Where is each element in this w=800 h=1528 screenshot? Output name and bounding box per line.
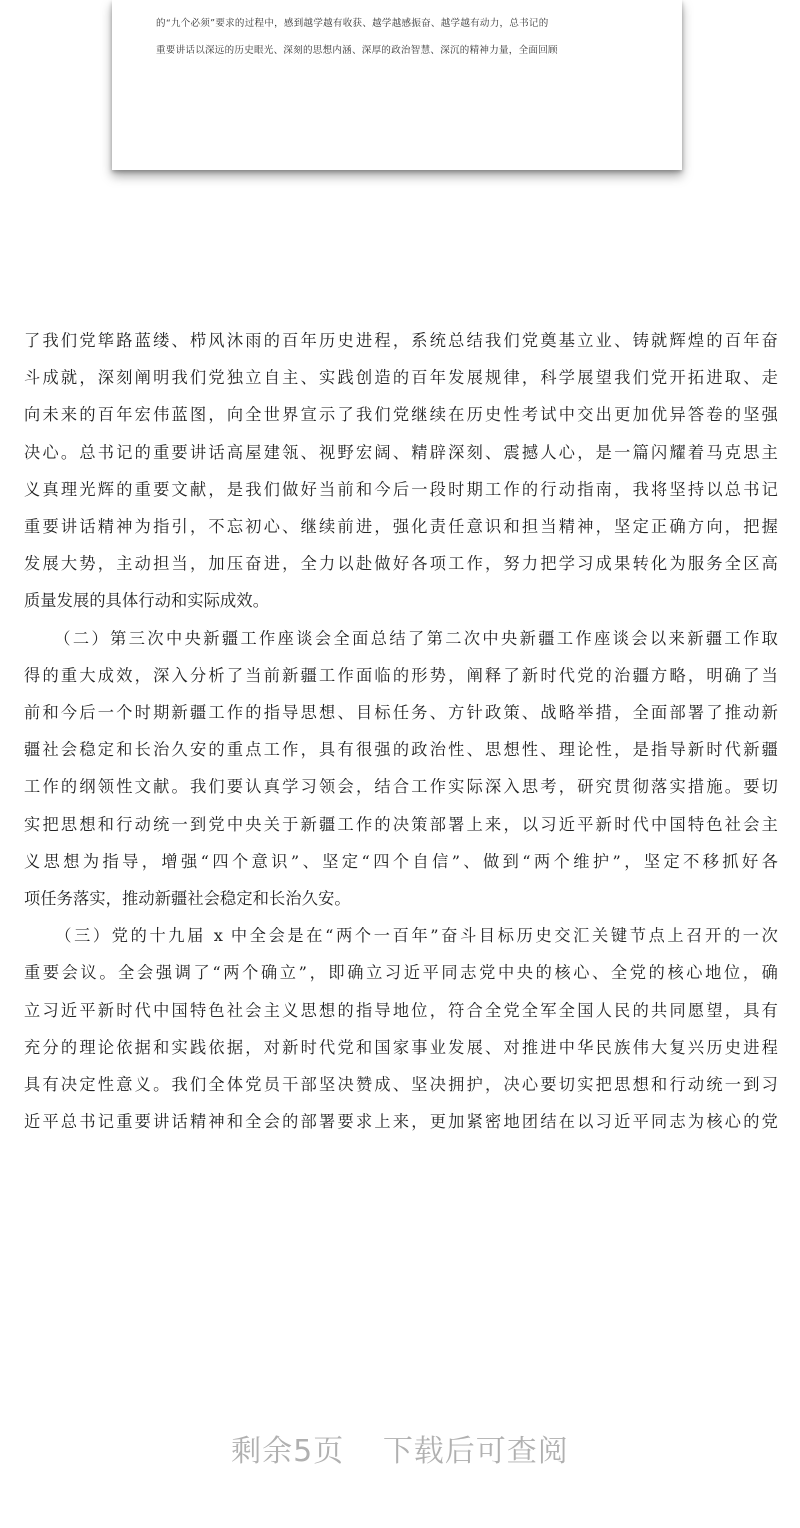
text-line: 疆社会稳定和长治久安的重点工作，具有很强的政治性、思想性、理论性，是指导新时代新疆 xyxy=(24,740,778,760)
text-line: 义思想为指导，增强“四个意识”、坚定“四个自信”、做到“两个维护”，坚定不移抓好各 xyxy=(24,851,778,871)
text-line: （三）党的十九届 x 中全会是在“两个一百年”奋斗目标历史交汇关键节点上召开的一次 xyxy=(24,926,778,946)
download-hint-label: 下载后可查阅 xyxy=(382,1434,569,1469)
text-line: 立习近平新时代中国特色社会主义思想的指导地位，符合全党全军全国人民的共同愿望，具有 xyxy=(24,1000,778,1020)
text-line: 具有决定性意义。我们全体党员干部坚决赞成、坚决拥护，决心要切实把思想和行动统一到习 xyxy=(24,1075,778,1095)
preview-page-card xyxy=(112,0,682,170)
text-line: （二）第三次中央新疆工作座谈会全面总结了第二次中央新疆工作座谈会以来新疆工作取 xyxy=(24,628,778,648)
text-line: 实把思想和行动统一到党中央关于新疆工作的决策部署上来，以习近平新时代中国特色社会主 xyxy=(24,814,778,834)
text-line: 工作的纲领性文献。我们要认真学习领会，结合工作实际深入思考，研究贯彻落实措施。要切 xyxy=(24,777,778,797)
text-line: 义真理光辉的重要文献，是我们做好当前和今后一段时期工作的行动指南，我将坚持以总书记 xyxy=(24,479,778,499)
paragraph-1 xyxy=(24,322,778,620)
text-line: 充分的理论依据和实践依据，对新时代党和国家事业发展、对推进中华民族伟大复兴历史进程 xyxy=(24,1037,778,1057)
preview-line: 重要讲话以深远的历史眼光、深刻的思想内涵、深厚的政治智慧、深沉的精神力量，全面回顾 xyxy=(156,45,558,56)
text-line: 项任务落实，推动新疆社会稳定和长治久安。 xyxy=(24,889,351,909)
paragraph-2 xyxy=(24,620,778,918)
text-line: 重要讲话精神为指引，不忘初心、继续前进，强化责任意识和担当精神，坚定正确方向，把握 xyxy=(24,517,778,537)
text-line: 前和今后一个时期新疆工作的指导思想、目标任务、方针政策、战略举措，全面部署了推动新 xyxy=(24,703,778,723)
text-line: 质量发展的具体行动和实际成效。 xyxy=(24,591,270,611)
download-to-read-more-button[interactable] xyxy=(0,1426,800,1470)
text-line: 发展大势，主动担当，加压奋进，全力以赴做好各项工作，努力把学习成果转化为服务全区高 xyxy=(24,554,778,574)
preview-line: 的“九个必须”要求的过程中，感到越学越有收获、越学越感振奋、越学越有动力，总书记的 xyxy=(156,18,549,29)
paragraph-3 xyxy=(24,917,778,1140)
text-line: 近平总书记重要讲话精神和全会的部署要求上来，更加紧密地团结在以习近平同志为核心的党 xyxy=(24,1112,778,1132)
text-line: 斗成就，深刻阐明我们党独立自主、实践创造的百年发展规律，科学展望我们党开拓进取、走 xyxy=(24,368,778,388)
document-body xyxy=(24,322,778,1140)
text-line: 重要会议。全会强调了“两个确立”，即确立习近平同志党中央的核心、全党的核心地位，确 xyxy=(24,963,778,983)
text-line: 得的重大成效，深入分析了当前新疆工作面临的形势，阐释了新时代党的治疆方略，明确了当 xyxy=(24,665,778,685)
text-line: 了我们党筚路蓝缕、栉风沐雨的百年历史进程，系统总结我们党奠基立业、铸就辉煌的百年奋 xyxy=(24,331,778,350)
text-line: 决心。总书记的重要讲话高屋建瓴、视野宏阔、精辟深刻、震撼人心，是一篇闪耀着马克思主 xyxy=(24,442,778,462)
text-line: 向未来的百年宏伟蓝图，向全世界宣示了我们党继续在历史性考试中交出更加优异答卷的坚强 xyxy=(24,405,778,425)
remaining-pages-label: 剩余5页 xyxy=(231,1434,345,1469)
